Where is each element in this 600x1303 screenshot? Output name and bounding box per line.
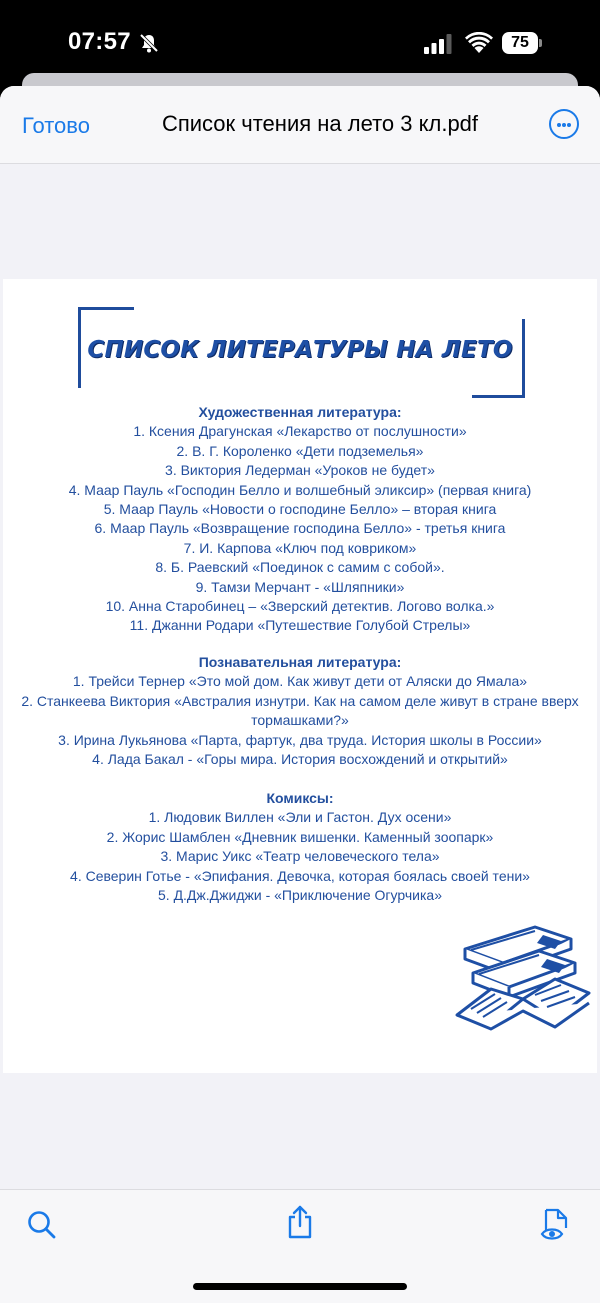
battery-level: 75 xyxy=(502,32,538,54)
books-icon xyxy=(451,919,595,1035)
list-item: 6. Маар Пауль «Возвращение господина Белло» - третья книга xyxy=(94,520,506,537)
list-item: 1. Людовик Виллен «Эли и Гастон. Дух осени» xyxy=(148,809,452,826)
list-item: 2. Жорис Шамблен «Дневник вишенки. Каменный зоопарк» xyxy=(106,828,494,845)
list-item: 5. Д.Дж.Джиджи - «Приключение Огурчика» xyxy=(158,887,442,904)
list-item: 7. И. Карпова «Ключ под ковриком» xyxy=(183,539,417,556)
ellipsis-circle-icon[interactable] xyxy=(549,109,579,139)
section-comics xyxy=(3,789,597,905)
nav-bar xyxy=(0,86,600,164)
home-indicator[interactable] xyxy=(193,1283,407,1290)
more-dot xyxy=(557,123,561,127)
title-frame xyxy=(522,319,525,398)
signal-icon xyxy=(424,34,452,54)
section-heading: Комиксы: xyxy=(266,790,334,806)
status-time: 07:57 xyxy=(68,28,131,55)
list-item: 9. Тамзи Мерчант - «Шляпники» xyxy=(195,578,405,595)
status-bar xyxy=(0,0,600,74)
document-filename: Список чтения на лето 3 кл.pdf xyxy=(161,111,479,136)
section-fiction xyxy=(3,403,597,636)
list-item: 2. Станкеева Виктория «Австралия изнутри. Как на самом деле живут в стране вверх тормашками?» xyxy=(21,692,579,729)
list-item: 3. Ирина Лукьянова «Парта, фартук, два труда. История школы в России» xyxy=(58,731,542,748)
list-item: 5. Маар Пауль «Новости о господине Белло» – вторая книга xyxy=(103,501,497,518)
more-dot xyxy=(562,123,566,127)
pdf-viewer-sheet xyxy=(0,86,600,1303)
bell-slash-icon xyxy=(138,32,160,54)
share-icon[interactable] xyxy=(286,1204,314,1240)
list-item: 10. Анна Старобинец – «Зверский детектив. Логово волка.» xyxy=(105,598,495,615)
battery-icon xyxy=(502,32,542,54)
pdf-page[interactable] xyxy=(3,279,597,1073)
title-frame xyxy=(78,307,81,388)
title-frame xyxy=(78,307,134,310)
section-heading: Художественная литература: xyxy=(198,404,402,420)
document-title: СПИСОК ЛИТЕРАТУРЫ НА ЛЕТО xyxy=(87,337,513,363)
section-nonfiction xyxy=(3,653,597,769)
wifi-icon xyxy=(465,32,493,54)
list-item: 8. Б. Раевский «Поединок с самим с собой». xyxy=(155,559,445,576)
more-dot xyxy=(567,123,571,127)
list-item: 3. Виктория Ледерман «Уроков не будет» xyxy=(165,462,435,479)
list-item: 4. Маар Пауль «Господин Белло и волшебный эликсир» (первая книга) xyxy=(68,481,532,498)
list-item: 2. В. Г. Короленко «Дети подземелья» xyxy=(176,442,424,459)
list-item: 11. Джанни Родари «Путешествие Голубой Стрелы» xyxy=(129,617,471,634)
section-heading: Познавательная литература: xyxy=(198,654,402,670)
done-button[interactable]: Готово xyxy=(22,113,90,138)
battery-cap xyxy=(539,39,542,47)
list-item: 1. Трейси Тернер «Это мой дом. Как живут дети от Аляски до Ямала» xyxy=(72,673,528,690)
list-item: 3. Марис Уикс «Театр человеческого тела» xyxy=(160,848,440,865)
list-item: 4. Лада Бакал - «Горы мира. История восхождений и открытий» xyxy=(92,751,508,768)
title-frame xyxy=(472,395,525,398)
search-icon[interactable] xyxy=(27,1210,57,1240)
list-item: 4. Северин Готье - «Эпифания. Девочка, которая боялась своей тени» xyxy=(70,867,530,884)
markup-icon[interactable] xyxy=(540,1206,572,1242)
list-item: 1. Ксения Драгунская «Лекарство от послушности» xyxy=(133,423,467,440)
